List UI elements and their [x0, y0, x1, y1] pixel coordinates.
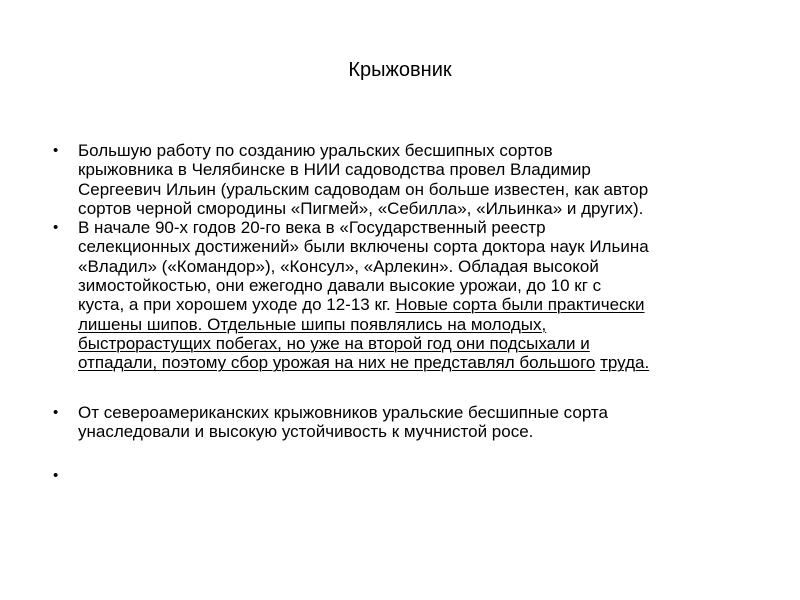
bullet-marker: •	[53, 403, 59, 421]
underlined-text: отпадали, поэтому сбор урожая на них не представлял большого	[78, 353, 596, 373]
bullet-item	[53, 218, 773, 372]
slide-body	[53, 141, 773, 485]
underlined-text: Новые сорта были практически	[395, 295, 645, 315]
bullet-marker: •	[53, 467, 59, 485]
bullet-marker: •	[53, 142, 59, 159]
underlined-text: лишены шипов. Отдельные шипы появлялись на молодых,	[78, 314, 547, 334]
bullet-item	[53, 403, 773, 442]
text-line: селекционных достижений» были включены сорта доктора наук Ильина	[78, 237, 649, 257]
bullet-text	[78, 466, 773, 485]
text-line: сортов черной смородины «Пигмей», «Себилла», «Ильинка» и других).	[78, 198, 644, 218]
text-line: унаследовали и высокую устойчивость к мучнистой росе.	[78, 421, 534, 441]
bullet-item-empty	[53, 466, 773, 485]
text-line: зимостойкостью, они ежегодно давали высокие урожаи, до 10 кг с	[78, 276, 602, 296]
bullet-text	[78, 141, 773, 218]
text-line: Большую работу по созданию уральских бесшипных сортов	[78, 141, 553, 160]
bullet-item	[53, 141, 773, 218]
underlined-text: труда.	[600, 353, 650, 373]
text-line: «Владил» («Командор»), «Консул», «Арлекин». Обладая высокой	[78, 256, 599, 276]
text-line	[78, 466, 773, 485]
text-line	[78, 353, 773, 372]
bullet-marker: •	[53, 219, 59, 237]
text-line	[78, 334, 773, 353]
text-line	[78, 315, 773, 334]
text-line: куста, а при хорошем уходе до 12-13 кг. Новые сорта были практически	[78, 295, 645, 315]
underlined-text: быстрорастущих побегах, но уже на второй год они подсыхали и	[78, 333, 590, 353]
text-line: Сергеевич Ильин (уральским садоводам он больше известен, как автор	[78, 179, 649, 199]
text-line: От североамериканских крыжовников уральские бесшипные сорта	[78, 402, 608, 422]
bullet-text	[78, 403, 773, 442]
bullet-text	[78, 218, 773, 372]
slide-title: Крыжовник	[348, 59, 452, 81]
text-line: крыжовника в Челябинске в НИИ садоводства провел Владимир	[78, 160, 591, 180]
text-line: В начале 90-х годов 20-го века в «Государственный реестр	[78, 218, 546, 238]
